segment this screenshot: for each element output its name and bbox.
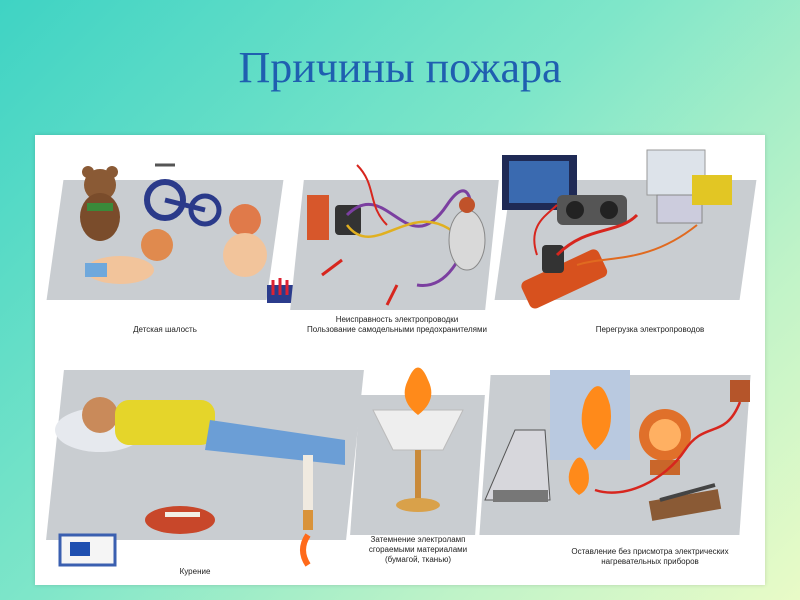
table-lamp-icon — [373, 368, 463, 513]
ashtray-icon — [145, 506, 215, 534]
page-title: Причины пожара — [238, 43, 562, 92]
wall-socket-icon — [307, 195, 329, 240]
unattended-heaters-scene — [475, 360, 755, 540]
extension-cord-icon — [519, 245, 609, 310]
matchbox-icon — [267, 278, 293, 303]
plug-icon — [335, 205, 361, 235]
overload-scene — [497, 145, 757, 345]
computer-icon — [647, 150, 732, 223]
radio-icon — [557, 195, 627, 225]
cigarette-icon — [303, 455, 313, 565]
caption-children: Детская шалость — [133, 325, 197, 334]
power-outlet-icon — [730, 380, 750, 402]
caption-wiring-2: Пользование самодельными предохранителями — [307, 325, 487, 334]
teddy-bear-icon — [80, 166, 120, 241]
caption-heaters-1: Оставление без присмотра электрических — [571, 547, 729, 556]
fire-causes-illustration — [35, 135, 765, 585]
tricycle-icon — [147, 165, 219, 224]
child-sitting-icon — [223, 204, 267, 277]
soldering-iron-icon — [649, 485, 721, 521]
cigarette-pack-icon — [60, 535, 115, 565]
children-play-scene — [45, 145, 305, 325]
caption-wiring-1: Неисправность электропроводки — [335, 315, 459, 324]
caption-smoking: Курение — [179, 567, 211, 576]
sleeping-man-icon — [55, 397, 345, 465]
caption-heaters-2: нагревательных приборов — [601, 557, 699, 566]
fuse-socket-icon — [449, 210, 485, 270]
electric-iron-icon — [485, 430, 550, 502]
heater-icon — [639, 409, 691, 475]
faulty-wiring-scene — [297, 145, 497, 325]
caption-overload: Перегрузка электропроводов — [595, 325, 705, 334]
arrow-icon — [322, 260, 342, 275]
caption-lamps-1: Затемнение электроламп — [370, 535, 466, 544]
covered-lamp-scene — [353, 360, 483, 530]
smoking-scene — [45, 360, 365, 580]
caption-lamps-2: сгораемыми материалами — [368, 545, 468, 554]
caption-lamps-3: (бумагой, тканью) — [384, 555, 452, 564]
